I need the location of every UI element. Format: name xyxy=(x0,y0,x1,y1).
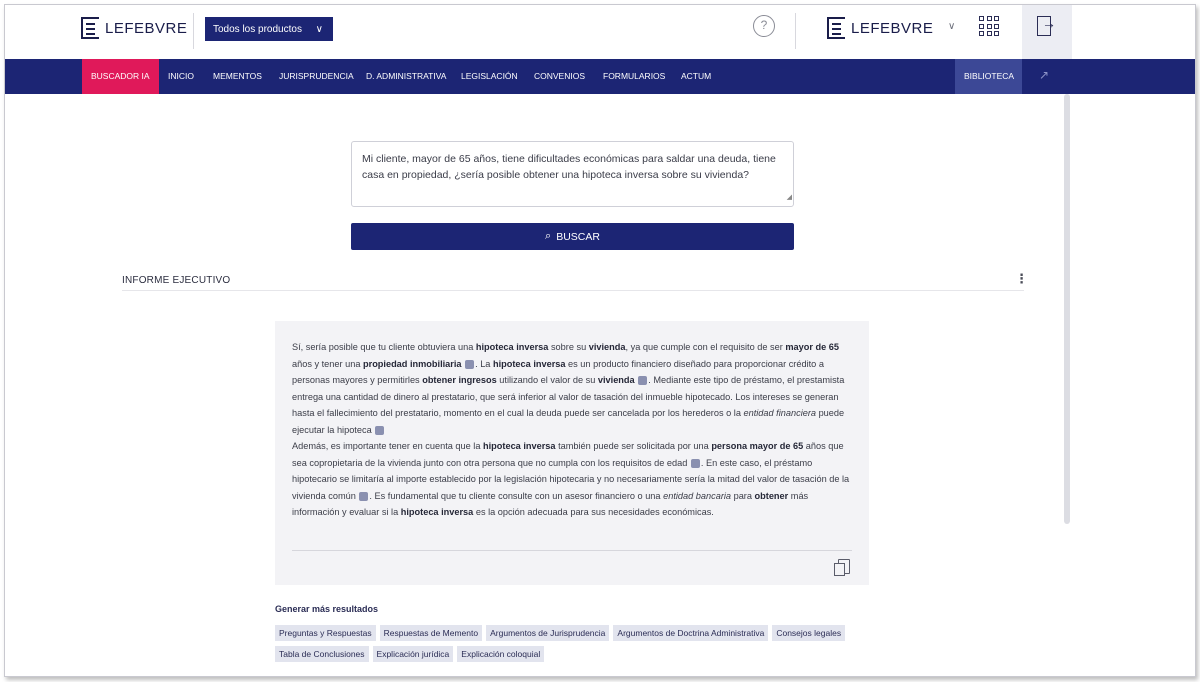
chip-argumentos-doctrina[interactable]: Argumentos de Doctrina Administrativa xyxy=(613,625,768,641)
nav-item-formularios[interactable]: FORMULARIOS xyxy=(603,71,666,81)
app-window xyxy=(4,4,1196,677)
query-text: Mi cliente, mayor de 65 años, tiene dificultades económicas para saldar una deuda, tiene casa en propiedad, ¿sería posible obtener una hipoteca inversa sobre su vivienda? xyxy=(362,153,776,181)
chip-argumentos-jurisprudencia[interactable]: Argumentos de Jurisprudencia xyxy=(486,625,609,641)
nav-item-mementos[interactable]: MEMENTOS xyxy=(213,71,262,81)
resize-handle-icon[interactable]: ◢ xyxy=(786,194,792,201)
reference-link-icon[interactable] xyxy=(375,426,384,435)
reference-link-icon[interactable] xyxy=(359,492,368,501)
scrollbar[interactable] xyxy=(1064,94,1070,524)
logout-button[interactable] xyxy=(1022,5,1072,59)
search-button[interactable] xyxy=(351,223,794,250)
reference-link-icon[interactable] xyxy=(638,376,647,385)
chip-explicacion-coloquial[interactable]: Explicación coloquial xyxy=(457,646,544,662)
chip-preguntas-respuestas[interactable]: Preguntas y Respuestas xyxy=(275,625,376,641)
main-nav xyxy=(5,59,1195,94)
section-divider xyxy=(122,290,1024,291)
copy-icon[interactable] xyxy=(838,559,850,574)
lefebvre-logo-icon xyxy=(81,17,99,39)
divider xyxy=(795,13,796,49)
lefebvre-logo-icon xyxy=(827,17,845,39)
nav-item-jurisprudencia[interactable]: JURISPRUDENCIA xyxy=(279,71,354,81)
account-brand-logo[interactable] xyxy=(827,17,933,39)
product-selector-label: Todos los productos xyxy=(213,23,302,35)
nav-item-d-administrativa[interactable]: D. ADMINISTRATIVA xyxy=(366,71,447,81)
chip-consejos-legales[interactable]: Consejos legales xyxy=(772,625,845,641)
search-button-label: BUSCAR xyxy=(556,230,600,243)
pin-icon[interactable]: ↗ xyxy=(1039,68,1050,82)
account-brand-name: LEFEBVRE xyxy=(851,19,934,37)
reference-link-icon[interactable] xyxy=(465,360,474,369)
chip-respuestas-memento[interactable]: Respuestas de Memento xyxy=(380,625,483,641)
brand-name: LEFEBVRE xyxy=(105,19,188,37)
nav-item-inicio[interactable]: INICIO xyxy=(168,71,194,81)
search-icon: ⌕ xyxy=(545,230,552,242)
more-options-icon[interactable]: ⋮ xyxy=(1015,271,1028,286)
top-bar xyxy=(5,5,1195,59)
more-results-title: Generar más resultados xyxy=(275,604,379,614)
chip-row xyxy=(275,625,845,641)
chevron-down-icon: ∨ xyxy=(315,23,323,35)
section-title: INFORME EJECUTIVO xyxy=(122,275,231,286)
nav-item-legislacion[interactable]: LEGISLACIÓN xyxy=(461,71,518,81)
card-divider xyxy=(292,550,852,551)
nav-item-buscador-ia[interactable]: BUSCADOR IA xyxy=(82,59,159,94)
nav-item-convenios[interactable]: CONVENIOS xyxy=(534,71,586,81)
answer-card xyxy=(275,321,869,585)
help-icon[interactable]: ? xyxy=(753,15,775,37)
logout-icon xyxy=(1037,16,1051,36)
chip-tabla-conclusiones[interactable]: Tabla de Conclusiones xyxy=(275,646,369,662)
answer-text: Sí, sería posible que tu cliente obtuviera una hipoteca inversa sobre su vivienda, ya que cumple con el requisito de ser mayor de 65 años y tener una propiedad inmobiliaria . La hipoteca inversa es un producto financiero diseñado para proporcionar crédito a personas mayores y permitirles obtener ingresos utilizando el valor de su vivienda . Mediante este tipo de préstamo, el prestamista entrega una cantidad de dinero al prestatario, que será inferior al valor de tasación del inmueble hipotecado. Los intereses se generan hasta el fallecimiento del prestatario, momento en el cual la deuda puede ser cancelada por los herederos o la entidad financiera puede ejecutar la hipoteca Además, es importante tener en cuenta que la hipoteca inversa también puede ser solicitada por una persona mayor de 65 años que sea copropietaria de la vivienda junto con otra persona que no cumpla con los requisitos de edad . En este caso, el préstamo hipotecario se limitaría al importe establecido por la legislación hipotecaria y no necesariamente sería la mitad del valor de tasación de la vivienda común . Es fundamental que tu cliente consulte con un asesor financiero o una entidad bancaria para obtener más información y evaluar si la hipoteca inversa es la opción adecuada para sus necesidades económicas. xyxy=(292,342,850,517)
divider xyxy=(193,13,194,49)
nav-item-biblioteca[interactable]: BIBLIOTECA xyxy=(955,59,1022,94)
chip-explicacion-juridica[interactable]: Explicación jurídica xyxy=(373,646,454,662)
chip-row xyxy=(275,646,544,662)
query-textarea[interactable] xyxy=(351,141,794,207)
apps-grid-icon[interactable] xyxy=(979,16,999,36)
product-selector[interactable] xyxy=(205,17,333,41)
chevron-down-icon[interactable]: ∨ xyxy=(948,21,956,32)
reference-link-icon[interactable] xyxy=(691,459,700,468)
nav-item-actum[interactable]: ACTUM xyxy=(681,71,712,81)
brand-logo[interactable] xyxy=(81,17,187,39)
